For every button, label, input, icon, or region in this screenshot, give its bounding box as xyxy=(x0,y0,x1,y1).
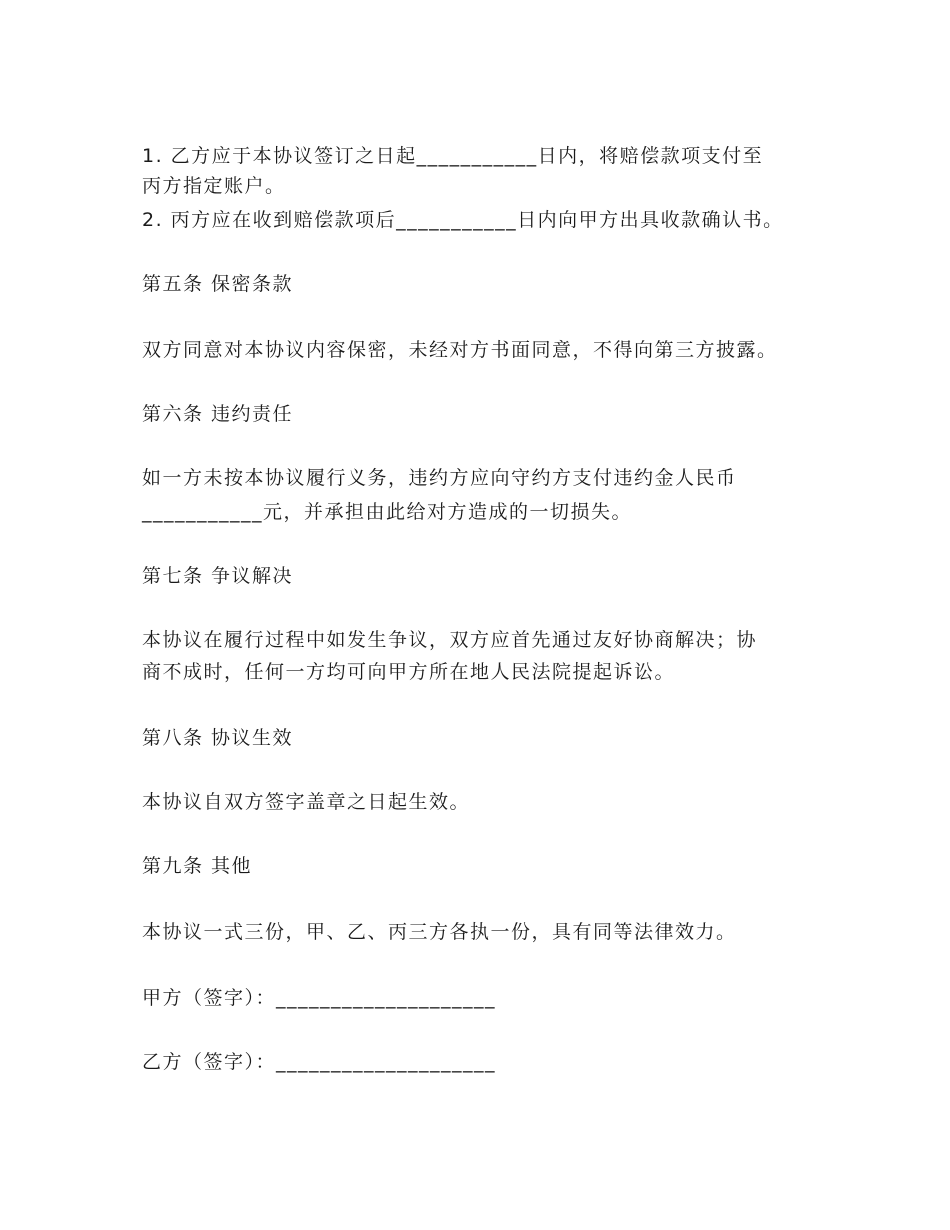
party-b-signature-line: 乙方（签字）：____________________ xyxy=(142,1051,497,1073)
payment-item-1-line-2: 丙方指定账户。 xyxy=(142,175,286,197)
article-9-heading: 第九条 其他 xyxy=(142,855,253,877)
article-6-body-line-2: ___________元，并承担由此给对方造成的一切损失。 xyxy=(142,501,633,523)
article-5-heading: 第五条 保密条款 xyxy=(142,273,294,295)
article-8-body: 本协议自双方签字盖章之日起生效。 xyxy=(142,791,471,813)
article-8-heading: 第八条 协议生效 xyxy=(142,727,294,749)
article-7-heading: 第七条 争议解决 xyxy=(142,565,294,587)
article-7-body-line-1: 本协议在履行过程中如发生争议，双方应首先通过友好协商解决；协 xyxy=(142,629,758,651)
article-7-body-line-2: 商不成时，任何一方均可向甲方所在地人民法院提起诉讼。 xyxy=(142,661,676,683)
payment-item-1-line-1: 1. 乙方应于本协议签订之日起___________日内，将赔偿款项支付至 xyxy=(142,145,764,167)
article-9-body: 本协议一式三份，甲、乙、丙三方各执一份，具有同等法律效力。 xyxy=(142,921,737,943)
payment-item-2: 2. 丙方应在收到赔偿款项后___________日内向甲方出具收款确认书。 xyxy=(142,209,784,231)
article-5-body: 双方同意对本协议内容保密，未经对方书面同意，不得向第三方披露。 xyxy=(142,339,778,361)
party-a-signature-line: 甲方（签字）：____________________ xyxy=(142,987,497,1009)
article-6-body-line-1: 如一方未按本协议履行义务，违约方应向守约方支付违约金人民币 xyxy=(142,467,737,489)
article-6-heading: 第六条 违约责任 xyxy=(142,403,294,425)
